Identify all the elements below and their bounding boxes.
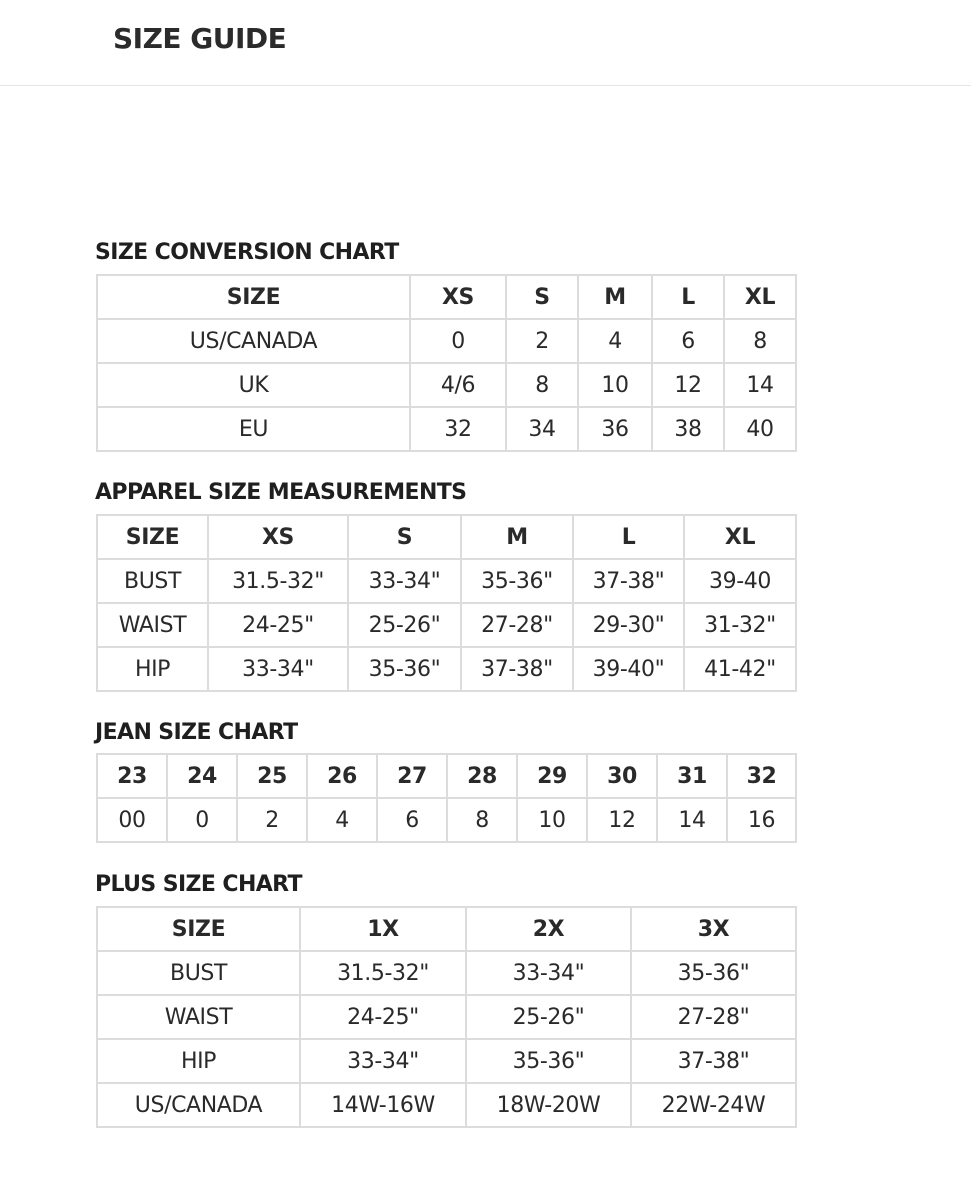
table-row bbox=[97, 1039, 796, 1083]
conversion-chart-table bbox=[96, 274, 797, 452]
table-cell: 33-34" bbox=[466, 951, 631, 995]
apparel-chart-table bbox=[96, 514, 797, 692]
column-header: 23 bbox=[97, 754, 167, 798]
plus-chart-title: PLUS SIZE CHART bbox=[95, 872, 302, 897]
row-label: UK bbox=[97, 363, 410, 407]
table-cell: 29-30" bbox=[573, 603, 684, 647]
table-cell: 0 bbox=[410, 319, 506, 363]
column-header: S bbox=[506, 275, 578, 319]
column-header: SIZE bbox=[97, 275, 410, 319]
table-cell: 31-32" bbox=[684, 603, 796, 647]
table-cell: 35-36" bbox=[631, 951, 796, 995]
table-cell: 24-25" bbox=[208, 603, 348, 647]
table-cell: 37-38" bbox=[573, 559, 684, 603]
table-cell: 40 bbox=[724, 407, 796, 451]
column-header: 26 bbox=[307, 754, 377, 798]
table-header-row bbox=[97, 907, 796, 951]
table-cell: 31.5-32" bbox=[300, 951, 466, 995]
table-cell: 14W-16W bbox=[300, 1083, 466, 1127]
column-header: M bbox=[578, 275, 652, 319]
table-cell: 8 bbox=[447, 798, 517, 842]
table-cell: 2 bbox=[506, 319, 578, 363]
table-row bbox=[97, 647, 796, 691]
table-header-row bbox=[97, 275, 796, 319]
table-row bbox=[97, 995, 796, 1039]
table-cell: 14 bbox=[724, 363, 796, 407]
table-cell: 16 bbox=[727, 798, 796, 842]
table-cell: 6 bbox=[377, 798, 447, 842]
page-title: SIZE GUIDE bbox=[113, 22, 287, 55]
column-header: 25 bbox=[237, 754, 307, 798]
column-header: 32 bbox=[727, 754, 796, 798]
table-header-row bbox=[97, 754, 796, 798]
table-cell: 36 bbox=[578, 407, 652, 451]
row-label: BUST bbox=[97, 951, 300, 995]
table-cell: 34 bbox=[506, 407, 578, 451]
table-cell: 33-34" bbox=[208, 647, 348, 691]
table-cell: 33-34" bbox=[300, 1039, 466, 1083]
column-header: XS bbox=[208, 515, 348, 559]
row-label: WAIST bbox=[97, 995, 300, 1039]
column-header: M bbox=[461, 515, 573, 559]
column-header: 27 bbox=[377, 754, 447, 798]
table-row bbox=[97, 319, 796, 363]
column-header: 28 bbox=[447, 754, 517, 798]
jean-chart-table bbox=[96, 753, 797, 843]
table-cell: 35-36" bbox=[348, 647, 461, 691]
column-header: SIZE bbox=[97, 907, 300, 951]
table-cell: 27-28" bbox=[461, 603, 573, 647]
column-header: XS bbox=[410, 275, 506, 319]
table-row bbox=[97, 1083, 796, 1127]
table-cell: 31.5-32" bbox=[208, 559, 348, 603]
table-cell: 37-38" bbox=[461, 647, 573, 691]
table-cell: 4 bbox=[578, 319, 652, 363]
column-header: L bbox=[573, 515, 684, 559]
table-cell: 0 bbox=[167, 798, 237, 842]
column-header: L bbox=[652, 275, 724, 319]
jean-chart-title: JEAN SIZE CHART bbox=[95, 720, 298, 745]
table-cell: 18W-20W bbox=[466, 1083, 631, 1127]
table-cell: 37-38" bbox=[631, 1039, 796, 1083]
table-row bbox=[97, 407, 796, 451]
table-row bbox=[97, 798, 796, 842]
table-cell: 35-36" bbox=[461, 559, 573, 603]
row-label: HIP bbox=[97, 647, 208, 691]
table-cell: 8 bbox=[506, 363, 578, 407]
row-label: US/CANADA bbox=[97, 319, 410, 363]
column-header: 29 bbox=[517, 754, 587, 798]
table-cell: 4 bbox=[307, 798, 377, 842]
table-cell: 39-40" bbox=[573, 647, 684, 691]
table-cell: 2 bbox=[237, 798, 307, 842]
table-row bbox=[97, 363, 796, 407]
table-cell: 32 bbox=[410, 407, 506, 451]
table-cell: 25-26" bbox=[348, 603, 461, 647]
column-header: 31 bbox=[657, 754, 727, 798]
row-label: EU bbox=[97, 407, 410, 451]
row-label: WAIST bbox=[97, 603, 208, 647]
table-cell: 35-36" bbox=[466, 1039, 631, 1083]
row-label: BUST bbox=[97, 559, 208, 603]
table-cell: 38 bbox=[652, 407, 724, 451]
table-cell: 14 bbox=[657, 798, 727, 842]
apparel-chart-title: APPAREL SIZE MEASUREMENTS bbox=[95, 480, 467, 505]
table-row bbox=[97, 603, 796, 647]
conversion-chart-title: SIZE CONVERSION CHART bbox=[95, 240, 399, 265]
table-row bbox=[97, 559, 796, 603]
table-cell: 10 bbox=[517, 798, 587, 842]
table-cell: 6 bbox=[652, 319, 724, 363]
table-cell: 33-34" bbox=[348, 559, 461, 603]
column-header: 2X bbox=[466, 907, 631, 951]
table-cell: 39-40 bbox=[684, 559, 796, 603]
column-header: S bbox=[348, 515, 461, 559]
row-label: HIP bbox=[97, 1039, 300, 1083]
table-cell: 27-28" bbox=[631, 995, 796, 1039]
plus-chart-table bbox=[96, 906, 797, 1128]
page-header bbox=[0, 0, 971, 86]
column-header: SIZE bbox=[97, 515, 208, 559]
table-cell: 25-26" bbox=[466, 995, 631, 1039]
column-header: XL bbox=[684, 515, 796, 559]
table-cell: 22W-24W bbox=[631, 1083, 796, 1127]
table-row bbox=[97, 951, 796, 995]
table-cell: 10 bbox=[578, 363, 652, 407]
table-cell: 8 bbox=[724, 319, 796, 363]
table-cell: 41-42" bbox=[684, 647, 796, 691]
column-header: 30 bbox=[587, 754, 657, 798]
table-cell: 4/6 bbox=[410, 363, 506, 407]
column-header: 24 bbox=[167, 754, 237, 798]
table-cell: 12 bbox=[587, 798, 657, 842]
table-cell: 00 bbox=[97, 798, 167, 842]
row-label: US/CANADA bbox=[97, 1083, 300, 1127]
column-header: XL bbox=[724, 275, 796, 319]
column-header: 3X bbox=[631, 907, 796, 951]
table-header-row bbox=[97, 515, 796, 559]
table-cell: 24-25" bbox=[300, 995, 466, 1039]
column-header: 1X bbox=[300, 907, 466, 951]
table-cell: 12 bbox=[652, 363, 724, 407]
